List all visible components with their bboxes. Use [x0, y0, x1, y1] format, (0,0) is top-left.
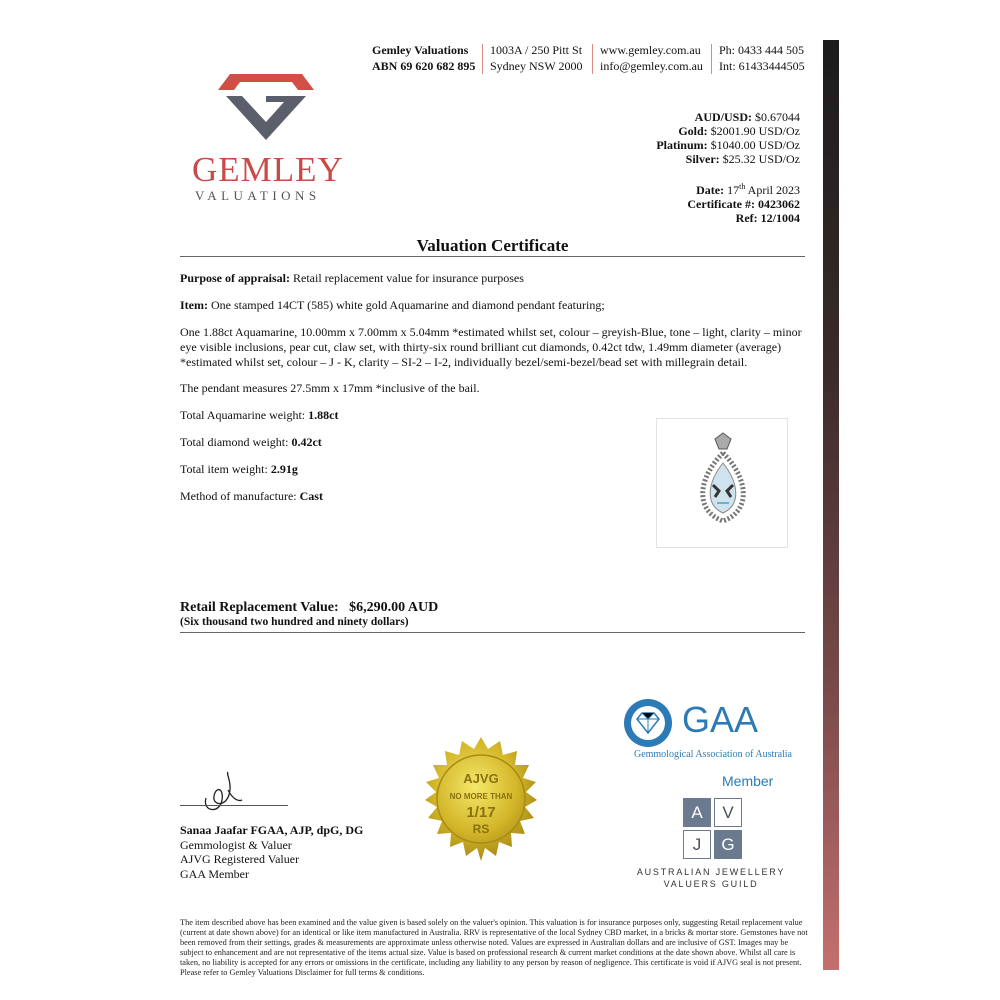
- ajvg-label: [636, 866, 786, 890]
- aquamarine-weight: Total Aquamarine weight: 1.88ct: [180, 408, 339, 422]
- logo-subtitle: VALUATIONS: [195, 188, 321, 203]
- ajvg-gold-seal-icon: [405, 725, 557, 875]
- logo-wordmark: GEMLEY: [192, 150, 344, 189]
- ajvg-letter: J: [683, 830, 711, 859]
- retail-replacement-value: Retail Replacement Value: $6,290.00 AUD: [180, 600, 439, 615]
- rate-gold: Gold: $2001.90 USD/Oz: [678, 124, 800, 138]
- signatory-role: Gemmologist & Valuer: [180, 837, 292, 852]
- side-accent-bar: [823, 40, 839, 970]
- title-rule: [180, 256, 805, 257]
- header-web: [600, 42, 703, 74]
- phone-number: Ph: 0433 444 505: [719, 43, 805, 57]
- rate-aud-usd: AUD/USD: $0.67044: [694, 110, 800, 124]
- ajvg-letter: A: [683, 798, 711, 827]
- ajvg-letter: V: [714, 798, 742, 827]
- gaa-full-name: Gemmological Association of Australia: [633, 749, 792, 760]
- email-link[interactable]: info@gemley.com.au: [600, 59, 703, 73]
- diamond-weight: Total diamond weight: 0.42ct: [180, 435, 322, 449]
- cert-number: Certificate #: 0423062: [687, 197, 800, 211]
- intl-number: Int: 61433444505: [719, 59, 805, 73]
- signatory-role: AJVG Registered Valuer: [180, 852, 300, 866]
- gaa-logo: [622, 695, 792, 765]
- signature-line: [180, 805, 288, 806]
- ajvg-label-line-2: VALUERS GUILD: [663, 879, 759, 889]
- rate-platinum: Platinum: $1040.00 USD/Oz: [656, 138, 800, 152]
- purpose: Purpose of appraisal: Retail replacement value for insurance purposes: [180, 271, 524, 285]
- header-address: [490, 42, 582, 74]
- cert-ref: Ref: 12/1004: [735, 211, 800, 225]
- seal-line-4: RS: [472, 822, 490, 836]
- ajvg-logo: [683, 798, 743, 860]
- website-link[interactable]: www.gemley.com.au: [600, 43, 701, 57]
- pendant-image: [657, 419, 787, 547]
- gaa-acronym: GAA: [682, 699, 759, 740]
- ajvg-label-line-1: AUSTRALIAN JEWELLERY: [636, 867, 786, 877]
- page-title: Valuation Certificate: [416, 236, 569, 255]
- metal-rates: [656, 110, 800, 166]
- signatory-role: GAA Member: [180, 866, 249, 881]
- rate-silver: Silver: $25.32 USD/Oz: [685, 152, 800, 166]
- signatory-name: Sanaa Jaafar FGAA, AJP, dpG, DG: [180, 823, 364, 837]
- ajvg-letter: G: [714, 830, 742, 859]
- gemley-diamond-logo-icon: [216, 70, 316, 142]
- gaa-diamond-icon: [622, 697, 674, 749]
- header-phone: [719, 42, 805, 74]
- signatory: [180, 823, 363, 881]
- header-divider: [592, 44, 593, 74]
- certificate-meta: [687, 180, 800, 225]
- item-description: One 1.88ct Aquamarine, 10.00mm x 7.00mm x 5.04mm *estimated whilst set, colour – greyish-Blue, tone – light, clarity – minor eye visible inclusions, pear cut, claw set, with thirty-six round brilliant cut diamonds, 0.42ct tdw, 1.49mm diameter (average) *estimated whilst set, colour – J - K, clarity – SI-2 – I-2, individually bezel/semi-bezel/bead set with millegrain detail.: [180, 325, 802, 369]
- address-line-2: Sydney NSW 2000: [490, 59, 583, 73]
- header-divider: [711, 44, 712, 74]
- signature-scribble-icon: [198, 768, 248, 818]
- disclaimer: The item described above has been examined and the value given is based solely on the valuer's opinion. This valuation is for insurance purposes only, suggesting Retail replacement value (current at date shown above) for an identical or like item manufactured in Australia. RRV is representative of the local Sydney CBD market, in a bricks & mortar store. Gemstones have not been removed from their settings, grades & measurements are approximate unless otherwise noted. Values are expressed in Australian dollars and are inclusive of GST. Images may be subject to enhancement and are not representative of the items actual size. Value is based on professional research & current market conditions at the date shown above. Whilst all care is taken, no liability is accepted for any errors or omissions in the certificate, including any liability to any person by reason of negligence. This certificate is void if AJVG seal is not present. Please refer to Gemley Valuations Disclaimer for full terms & conditions.: [180, 918, 808, 977]
- rrv-in-words: (Six thousand two hundred and ninety dollars): [180, 616, 409, 628]
- item-line: Item: One stamped 14CT (585) white gold Aquamarine and diamond pendant featuring;: [180, 298, 605, 312]
- header-company: [372, 42, 475, 74]
- pendant-measures: The pendant measures 27.5mm x 17mm *inclusive of the bail.: [180, 381, 480, 395]
- address-line-1: 1003A / 250 Pitt St: [490, 43, 583, 57]
- manufacture-method: Method of manufacture: Cast: [180, 489, 323, 503]
- member-label: Member: [722, 773, 774, 789]
- company-name: Gemley Valuations: [372, 43, 469, 57]
- rrv-rule: [180, 632, 805, 633]
- seal-line-3: 1/17: [466, 804, 496, 821]
- abn: ABN 69 620 682 895: [372, 59, 476, 73]
- pendant-photo: [656, 418, 788, 548]
- cert-date: Date: 17th April 2023: [696, 182, 800, 197]
- header-divider: [482, 44, 483, 74]
- seal-line-1: AJVG: [463, 771, 499, 786]
- seal-line-2: NO MORE THAN: [449, 792, 513, 801]
- item-weight: Total item weight: 2.91g: [180, 462, 298, 476]
